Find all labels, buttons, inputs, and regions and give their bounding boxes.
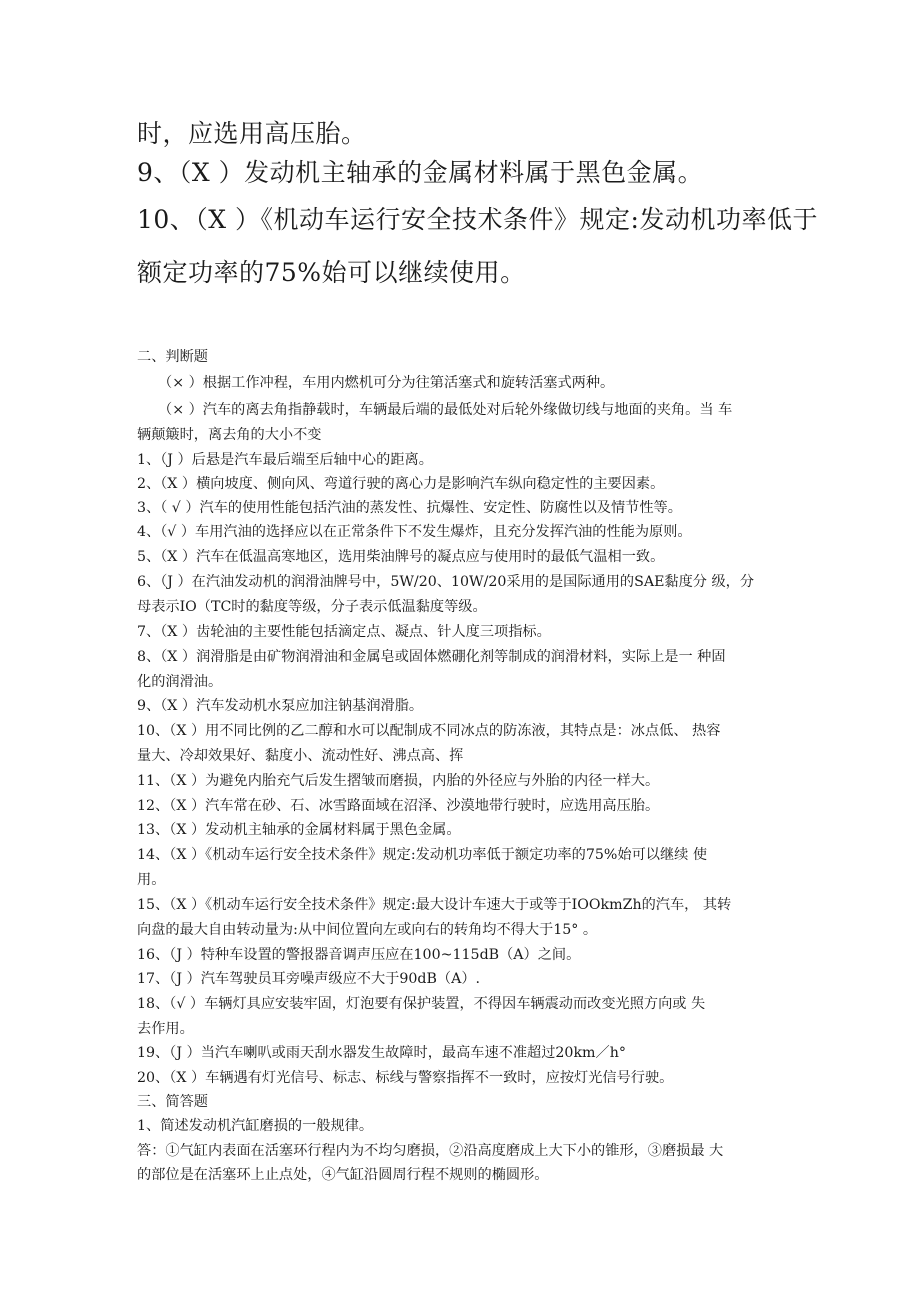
body-line: （× ）汽车的离去角指静载时，车辆最后端的最低处对后轮外缘做切线与地面的夹角。当 车 [158,402,733,418]
body-line: 6、（J ）在汽油发动机的润滑油牌号中，5W/20、10W/20采用的是国际通用的SAE黏度分 级，分 [137,574,755,590]
body-line: 5、（X ）汽车在低温高寒地区，选用柴油牌号的凝点应与使用时的最低气温相一致。 [137,549,665,565]
top-line-4: 额定功率的75%始可以继续使用。 [137,258,526,287]
body-line: 9、（X ）汽车发动机水泵应加注钠基润滑脂。 [137,698,424,714]
body-line: 18、（√ ）车辆灯具应安装牢固，灯泡要有保护装置，不得因车辆震动而改变光照方向或 失 [137,996,706,1012]
body-line: 用。 [137,872,166,888]
body-line: 量大、冷却效果好、黏度小、流动性好、沸点高、挥 [137,748,464,764]
body-line: 20、（X ）车辆遇有灯光信号、标志、标线与警察指挥不一致时，应按灯光信号行驶。 [137,1070,674,1086]
top-line-3: 10、（X ）《机动车运行安全技术条件》规定:发动机功率低于 [137,205,818,234]
body-line: 11、（X ）为避免内胎充气后发生摺皱而磨损，内胎的外径应与外胎的内径一样大。 [137,773,660,789]
body-line: 12、（X ）汽车常在砂、石、冰雪路面域在沼泽、沙漠地带行驶时，应选用高压胎。 [137,798,660,814]
body-line: 辆颠簸时，离去角的大小不变 [137,427,322,443]
section-heading-short-answer: 三、简答题 [137,1094,208,1110]
body-line: 15、（X ）《机动车运行安全技术条件》规定:最大设计车速大于或等于IOOkmZh的汽车， 其转 [137,897,732,913]
body-line: 2、（X ）横向坡度、侧向风、弯道行驶的离心力是影响汽车纵向稳定性的主要因素。 [137,476,665,492]
body-line: 16、（J ）特种车设置的警报器音调声压应在100~115dB（A）之间。 [137,947,581,963]
body-line: 19、（J ）当汽车喇叭或雨天刮水器发生故障时，最高车速不准超过20km／h° [137,1045,626,1061]
body-line: 的部位是在活塞环上止点处，④气缸沿圆周行程不规则的椭圆形。 [137,1167,549,1183]
body-line: 13、（X ）发动机主轴承的金属材料属于黑色金属。 [137,822,461,838]
body-line: 4、（√ ）车用汽油的选择应以在正常条件下不发生爆炸，且充分发挥汽油的性能为原则。 [137,524,692,540]
top-line-2: 9、（X ）发动机主轴承的金属材料属于黑色金属。 [137,158,704,187]
body-line: 14、（X ）《机动车运行安全技术条件》规定:发动机功率低于额定功率的75%始可以继续 使 [137,847,708,863]
body-line: 答：①气缸内表面在活塞环行程内为不均匀磨损，②沿高度磨成上大下小的锥形，③磨损最 大 [137,1143,724,1159]
body-line: 化的润滑油。 [137,674,223,690]
body-line: 1、简述发动机汽缸磨损的一般规律。 [137,1118,374,1134]
body-line: 1、（J ）后悬是汽车最后端至后轴中心的距离。 [137,452,433,468]
body-line: 17、（J ）汽车驾驶员耳旁噪声级应不大于90dB（A）. [137,971,481,987]
section-heading-judgement: 二、判断题 [137,349,208,365]
top-line-1: 时，应选用高压胎。 [137,119,367,148]
body-line: 向盘的最大自由转动量为:从中间位置向左或向右的转角均不得大于15° 。 [137,922,598,938]
body-line: 8、（X ）润滑脂是由矿物润滑油和金属皂或固体燃硼化剂等制成的润滑材料，实际上是一 种固 [137,649,726,665]
body-line: 10、（X ）用不同比例的乙二醇和水可以配制成不同冰点的防冻液，其特点是：冰点低、 热容 [137,723,721,739]
body-line: 去作用。 [137,1021,194,1037]
body-line: 3、（ √ ）汽车的使用性能包括汽油的蒸发性、抗爆性、安定性、防腐性以及情节性等。 [137,500,682,516]
body-line: 母表示IO（TC时的黏度等级，分子表示低温黏度等级。 [137,599,487,615]
body-line: 7、（X ）齿轮油的主要性能包括滴定点、凝点、针人度三项指标。 [137,624,551,640]
body-line: （× ）根据工作冲程，车用内燃机可分为往第活塞式和旋转活塞式两种。 [158,375,615,391]
